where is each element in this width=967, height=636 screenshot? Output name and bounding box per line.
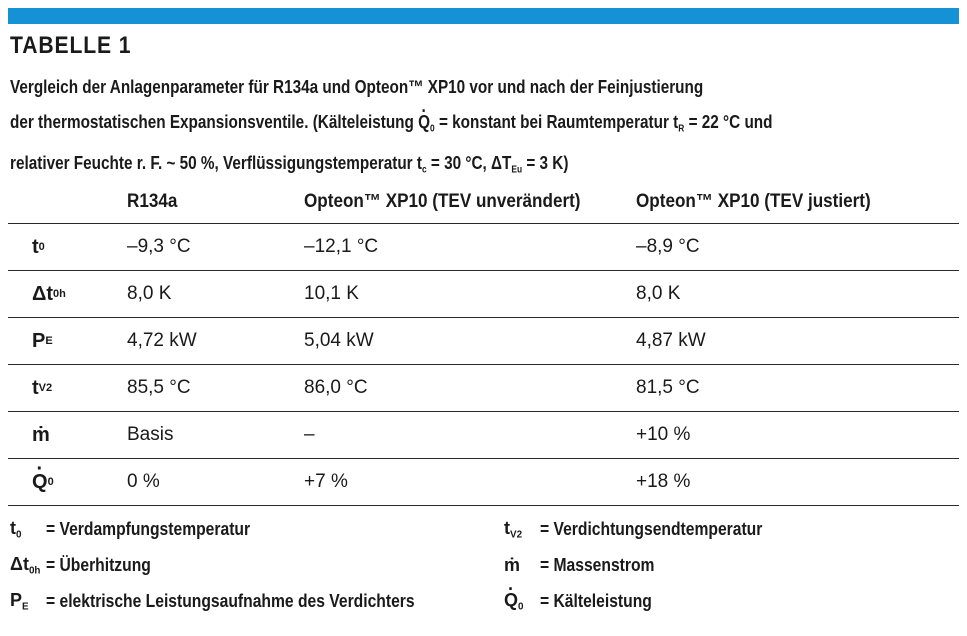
table-caption	[10, 70, 911, 188]
legend-symbol: $\Delta t_{0h}$	[10, 553, 41, 577]
table-row	[8, 458, 959, 506]
legend-text: = Überhitzung	[46, 554, 151, 575]
column-header-r134a: R134a	[127, 190, 178, 212]
table-cell: –9,3 °C	[127, 236, 191, 257]
table-cell: 0 %	[127, 471, 160, 492]
row-symbol: t 0	[32, 235, 45, 258]
legend-item	[10, 512, 281, 546]
caption-line-3: relativer Feuchte r. F. ~ 50 %, Verflüssigungstemperatur $t_c = 30$ °C, $\Delta T_{Eu} = 3$ K)	[10, 153, 569, 176]
table-header-row	[8, 180, 959, 223]
table-cell: 4,87 kW	[636, 330, 706, 351]
caption-line-1: Vergleich der Anlagenparameter für R134a und Opteon™ XP10 vor und nach der Feinjustierung	[10, 77, 704, 97]
legend-text: = Verdampfungstemperatur	[46, 518, 251, 539]
table-cell: 8,0 K	[636, 283, 681, 304]
table-cell: –12,1 °C	[304, 236, 379, 257]
table-cell: 4,72 kW	[127, 330, 197, 351]
legend-item	[10, 584, 470, 618]
legend-item	[10, 548, 167, 582]
legend-item	[504, 584, 669, 618]
table-cell: 85,5 °C	[127, 377, 191, 398]
legend-text: = Kälteleistung	[540, 590, 652, 611]
table-cell: +10 %	[636, 424, 691, 445]
q-symbol: · Q	[418, 105, 430, 140]
row-symbol: · Q 0	[32, 459, 54, 505]
table-row	[8, 317, 959, 364]
legend-symbol: $t_{V2}$	[504, 517, 523, 541]
table-cell: –8,9 °C	[636, 236, 700, 257]
table-cell: 86,0 °C	[304, 377, 368, 398]
parameter-table	[8, 180, 959, 506]
row-symbol: ṁ	[32, 423, 50, 446]
table-cell: 10,1 K	[304, 283, 359, 304]
table-title: TABELLE 1	[10, 32, 132, 59]
column-header-xp10-adjusted: Opteon™ XP10 (TEV justiert)	[636, 190, 871, 212]
table-cell: Basis	[127, 424, 174, 445]
legend-text: = elektrische Leistungsaufnahme des Verdichters	[46, 590, 415, 611]
legend-item	[504, 512, 796, 546]
table-cell: 5,04 kW	[304, 330, 374, 351]
table-cell: 81,5 °C	[636, 377, 700, 398]
table-cell: –	[304, 424, 315, 445]
table-row	[8, 364, 959, 411]
table-row	[8, 223, 959, 270]
legend-symbol: $P_E$	[10, 589, 29, 613]
legend-item	[504, 548, 672, 582]
caption-line-2: der thermostatischen Expansionsventile. (Kälteleistung · $Q_0$ = konstant bei Raumtemperatur $t_R = 22$ °C und	[10, 105, 911, 146]
row-symbol: P E	[32, 329, 53, 352]
row-symbol: Δt 0h	[32, 282, 66, 305]
legend-symbol: · $Q_0$	[504, 590, 540, 612]
table-row	[8, 270, 959, 317]
table-cell: +18 %	[636, 471, 691, 492]
legend-symbol: ṁ	[504, 554, 521, 575]
table-row	[8, 411, 959, 458]
column-header-xp10-unchanged: Opteon™ XP10 (TEV unverändert)	[304, 190, 581, 212]
legend-text: = Verdichtungsendtemperatur	[540, 518, 763, 539]
row-symbol: t V2	[32, 376, 53, 399]
top-accent-bar	[8, 8, 959, 24]
table-cell: +7 %	[304, 471, 348, 492]
legend-symbol: $t_0$	[10, 517, 22, 541]
legend-text: = Massenstrom	[540, 554, 655, 575]
table-cell: 8,0 K	[127, 283, 172, 304]
